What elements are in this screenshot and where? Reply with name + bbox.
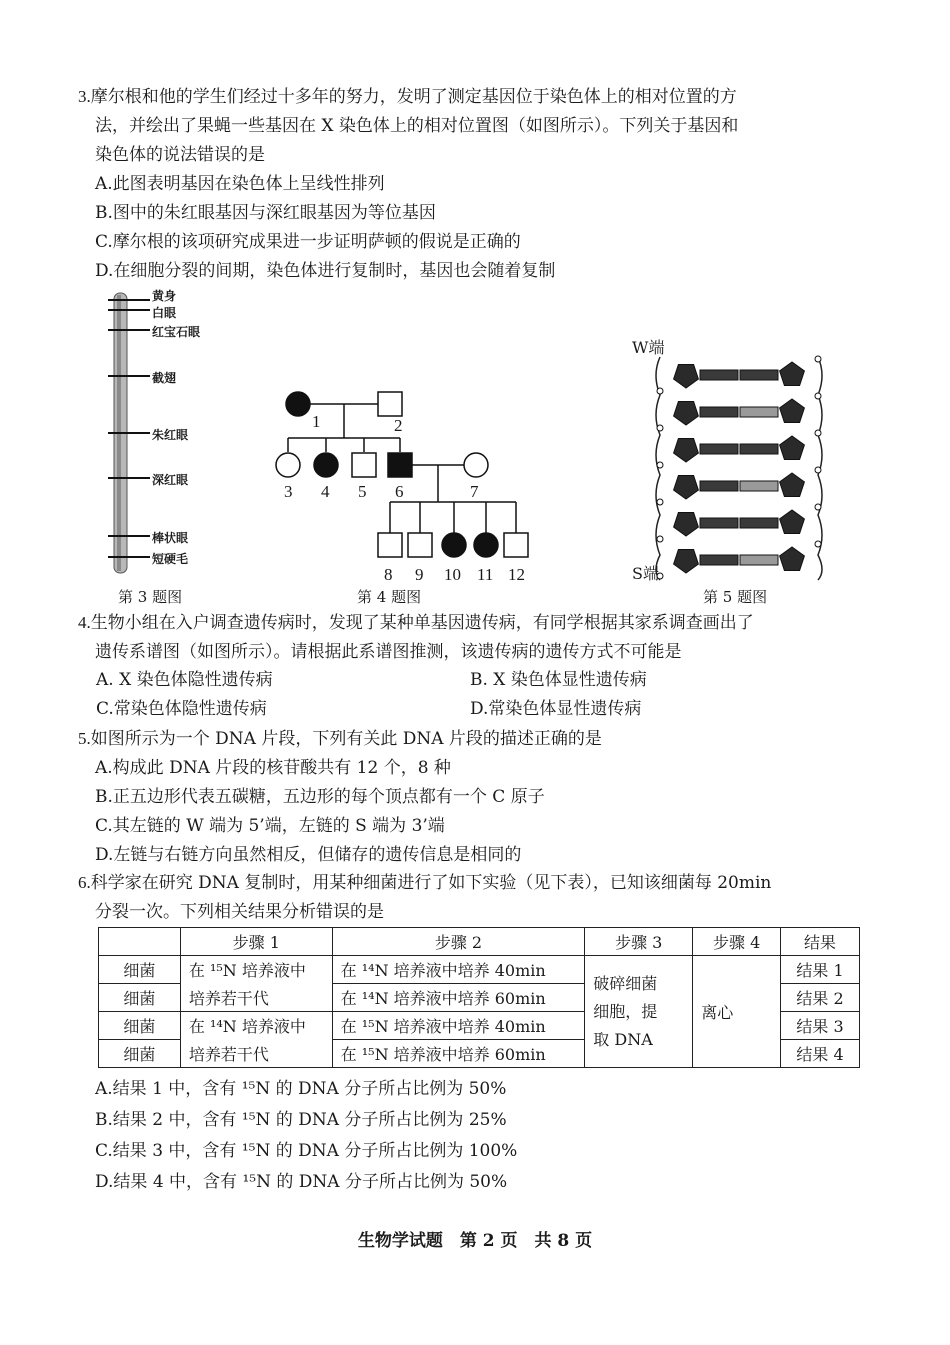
option-b: B.正五边形代表五碳糖，五边形的每个顶点都有一个 C 原子 — [95, 787, 545, 807]
gene-label: 红宝石眼 — [152, 325, 201, 339]
pedigree-label: 8 — [384, 565, 393, 584]
gene-label: 朱红眼 — [152, 428, 189, 442]
question-3 — [78, 82, 878, 286]
table-cell: 在 ¹⁵N 培养液中培养 40min — [332, 1012, 585, 1040]
phosphate-right — [815, 430, 821, 436]
question-stem: 摩尔根和他的学生们经过十多年的努力，发明了测定基因位于染色体上的相对位置的方 — [90, 87, 737, 107]
base-left — [700, 407, 738, 417]
option-a: A.结果 1 中，含有 ¹⁵N 的 DNA 分子所占比例为 50% — [95, 1079, 507, 1099]
base-left — [700, 481, 738, 491]
deoxyribose-left — [674, 550, 699, 574]
table-header: 步骤 4 — [693, 928, 781, 956]
table-cell: 在 ¹⁵N 培养液中培养 60min — [332, 1040, 585, 1068]
w-end-label: W端 — [632, 338, 665, 357]
table-cell: 细菌 — [99, 956, 181, 984]
phosphate-right — [815, 467, 821, 473]
pedigree-label: 2 — [394, 416, 403, 435]
pedigree-drawing — [270, 380, 550, 580]
option-d: D.结果 4 中，含有 ¹⁵N 的 DNA 分子所占比例为 50% — [95, 1172, 508, 1192]
dna-drawing — [630, 335, 840, 585]
option-a: A.此图表明基因在染色体上呈线性排列 — [95, 174, 385, 194]
table-cell: 细菌 — [99, 1012, 181, 1040]
phosphate-left — [657, 388, 663, 394]
option-d: D.常染色体显性遗传病 — [470, 699, 642, 719]
question-number: 6. — [78, 873, 91, 892]
base-left — [700, 444, 738, 454]
gene-label: 黄身 — [152, 289, 177, 303]
experiment-table — [98, 927, 860, 1068]
dna-base-pair — [657, 541, 821, 579]
dna-base-pair — [657, 504, 821, 542]
pedigree-label: 4 — [321, 482, 330, 501]
question-stem: 生物小组在入户调查遗传病时，发现了某种单基因遗传病，有同学根据其家系调查画出了 — [90, 613, 754, 633]
dna-base-pair — [657, 356, 821, 394]
option-c: C.摩尔根的该项研究成果进一步证明萨顿的假说是正确的 — [95, 232, 521, 252]
question-number: 4. — [78, 613, 91, 632]
question-stem: 科学家在研究 DNA 复制时，用某种细菌进行了如下实验（见下表），已知该细菌每 20min — [90, 873, 772, 893]
table-cell: 细菌 — [99, 984, 181, 1012]
table-cell: 培养若干代 — [180, 984, 332, 1012]
table-header: 步骤 1 — [180, 928, 332, 956]
pedigree-label: 6 — [395, 482, 404, 501]
individual-5 — [352, 453, 376, 477]
base-left — [700, 555, 738, 565]
question-6-options — [78, 1074, 878, 1198]
question-stem: 遗传系谱图（如图所示）。请根据此系谱图推测，该遗传病的遗传方式不可能是 — [95, 642, 682, 662]
deoxyribose-left — [674, 476, 699, 500]
question-stem: 分裂一次。下列相关结果分析错误的是 — [95, 902, 384, 922]
step3-line: 破碎细菌 — [593, 973, 658, 993]
deoxyribose-right — [780, 473, 805, 497]
deoxyribose-right — [780, 362, 805, 386]
individual-2 — [378, 392, 402, 416]
deoxyribose-left — [674, 402, 699, 426]
table-row — [99, 956, 860, 984]
base-left — [700, 370, 738, 380]
table-cell: 在 ¹⁴N 培养液中培养 40min — [332, 956, 585, 984]
phosphate-right — [815, 541, 821, 547]
figure-4-pedigree — [270, 380, 550, 584]
deoxyribose-left — [674, 365, 699, 389]
phosphate-right — [815, 393, 821, 399]
deoxyribose-left — [674, 439, 699, 463]
option-d: D.在细胞分裂的间期，染色体进行复制时，基因也会随着复制 — [95, 261, 556, 281]
page-footer: 生物学试题 第 2 页 共 8 页 — [357, 1231, 593, 1251]
individual-11 — [474, 533, 498, 557]
pedigree-label: 9 — [415, 565, 424, 584]
pedigree-label: 11 — [477, 565, 494, 584]
base-right — [740, 555, 778, 565]
table-cell: 在 ¹⁵N 培养液中 — [180, 956, 332, 984]
dna-base-pair — [657, 393, 821, 431]
phosphate-left — [657, 462, 663, 468]
phosphate-left — [657, 536, 663, 542]
s-end-label: S端 — [632, 564, 659, 583]
phosphate-right — [815, 504, 821, 510]
option-d: D.左链与右链方向虽然相反，但储存的遗传信息是相同的 — [95, 845, 522, 865]
option-c: C.结果 3 中，含有 ¹⁵N 的 DNA 分子所占比例为 100% — [95, 1141, 518, 1161]
individual-3 — [276, 453, 300, 477]
pedigree-label: 12 — [508, 565, 525, 584]
phosphate-right — [815, 356, 821, 362]
figure-5-caption: 第 5 题图 — [703, 588, 768, 606]
table-cell: 结果 1 — [781, 956, 860, 984]
table-cell: 在 ¹⁴N 培养液中 — [180, 1012, 332, 1040]
option-c: C.其左链的 W 端为 5’端，左链的 S 端为 3’端 — [95, 816, 445, 836]
table-cell: 结果 2 — [781, 984, 860, 1012]
deoxyribose-right — [780, 436, 805, 460]
individual-9 — [408, 533, 432, 557]
question-stem: 法，并绘出了果蝇一些基因在 X 染色体上的相对位置图（如图所示）。下列关于基因和 — [95, 116, 739, 136]
individual-4 — [314, 453, 338, 477]
step3-line: 细胞，提 — [593, 1001, 658, 1021]
gene-label: 截翅 — [152, 371, 177, 385]
table-cell: 细菌 — [99, 1040, 181, 1068]
question-5 — [78, 724, 878, 870]
gene-label: 棒状眼 — [152, 531, 189, 545]
question-stem: 染色体的说法错误的是 — [95, 145, 265, 165]
question-stem: 如图所示为一个 DNA 片段，下列有关此 DNA 片段的描述正确的是 — [90, 729, 602, 749]
dna-base-pair — [657, 430, 821, 468]
option-a: A.构成此 DNA 片段的核苷酸共有 12 个，8 种 — [95, 758, 451, 778]
gene-label: 短硬毛 — [152, 552, 189, 566]
option-b: B.图中的朱红眼基因与深红眼基因为等位基因 — [95, 203, 436, 223]
deoxyribose-left — [674, 513, 699, 537]
pedigree-label: 10 — [444, 565, 461, 584]
pedigree-label: 1 — [312, 412, 321, 431]
base-left — [700, 518, 738, 528]
option-b: B. X 染色体显性遗传病 — [470, 670, 647, 690]
table-header — [99, 928, 181, 956]
step4-cell: 离心 — [693, 956, 781, 1068]
table-header: 步骤 3 — [585, 928, 693, 956]
pedigree-label: 3 — [284, 482, 293, 501]
figure-3-chromosome — [100, 285, 240, 585]
phosphate-left — [657, 425, 663, 431]
question-number: 5. — [78, 729, 91, 748]
individual-12 — [504, 533, 528, 557]
table-header: 结果 — [781, 928, 860, 956]
individual-8 — [378, 533, 402, 557]
gene-label: 深红眼 — [152, 473, 189, 487]
dna-base-pair — [657, 467, 821, 505]
pedigree-label: 5 — [358, 482, 367, 501]
individual-1 — [286, 392, 310, 416]
gene-label: 白眼 — [152, 306, 177, 320]
table-cell: 结果 4 — [781, 1040, 860, 1068]
figure-4-caption: 第 4 题图 — [357, 588, 422, 606]
option-c: C.常染色体隐性遗传病 — [96, 699, 267, 719]
table-cell: 结果 3 — [781, 1012, 860, 1040]
option-a: A. X 染色体隐性遗传病 — [96, 670, 273, 690]
individual-10 — [442, 533, 466, 557]
base-right — [740, 407, 778, 417]
base-right — [740, 518, 778, 528]
individual-6 — [388, 453, 412, 477]
question-6 — [78, 868, 878, 927]
base-right — [740, 370, 778, 380]
pedigree-label: 7 — [470, 482, 479, 501]
deoxyribose-right — [780, 547, 805, 571]
question-number: 3. — [78, 87, 91, 106]
base-right — [740, 444, 778, 454]
deoxyribose-right — [780, 510, 805, 534]
figure-3-caption: 第 3 题图 — [118, 588, 183, 606]
question-4 — [78, 608, 878, 667]
step3-line: 取 DNA — [593, 1029, 653, 1049]
table-header-row — [99, 928, 860, 956]
individual-7 — [464, 453, 488, 477]
phosphate-left — [657, 499, 663, 505]
base-right — [740, 481, 778, 491]
step3-cell — [585, 956, 693, 1068]
table-header: 步骤 2 — [332, 928, 585, 956]
option-b: B.结果 2 中，含有 ¹⁵N 的 DNA 分子所占比例为 25% — [95, 1110, 507, 1130]
table-cell: 培养若干代 — [180, 1040, 332, 1068]
deoxyribose-right — [780, 399, 805, 423]
figure-5-dna — [630, 335, 840, 585]
table-cell: 在 ¹⁴N 培养液中培养 60min — [332, 984, 585, 1012]
